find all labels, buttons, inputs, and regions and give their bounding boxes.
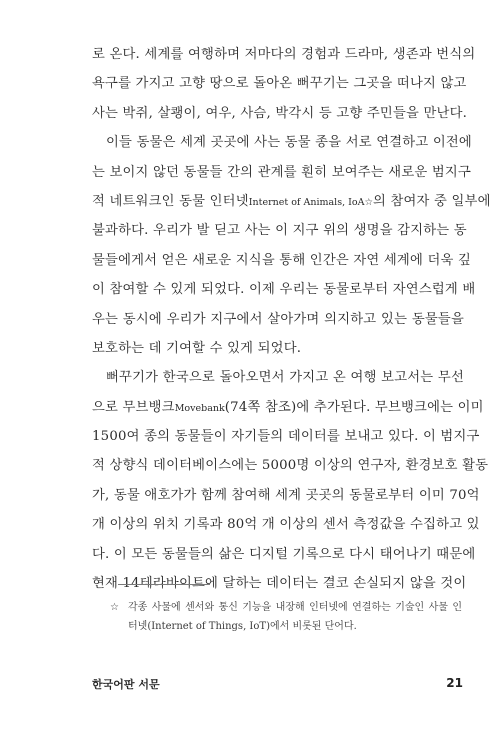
footnote-rule: [118, 584, 210, 585]
english-gloss: Internet of Animals, IoA☆: [248, 196, 373, 208]
text-line: 물들에게서 얻은 새로운 지식을 통해 인간은 자연 세계에 더욱 깊: [92, 252, 472, 268]
body-text: [92, 40, 491, 598]
text-segment: 적 네트워크인 동물 인터넷: [92, 193, 249, 209]
footnote-line: 터넷(Internet of Things, IoT)에서 비롯된 단어다.: [128, 621, 357, 632]
text-line: 가, 동물 애호가가 함께 참여해 세계 곳곳의 동물로부터 이미 70억: [92, 487, 480, 503]
footnote-text: 각종 사물에 센서와 통신 기능을 내장해 인터넷에 연결하는 기술인 사물 인: [128, 602, 462, 613]
running-title: 한국어판 서문: [92, 678, 160, 691]
text-line: 적 상향식 데이터베이스에는 5000명 이상의 연구자, 환경보호 활동: [92, 458, 489, 474]
text-segment: 으로 무브뱅크: [92, 399, 175, 415]
text-line: 우는 동시에 우리가 지구에서 살아가며 의지하고 있는 동물들을: [92, 311, 464, 327]
text-line: 1500여 종의 동물들이 자기들의 데이터를 보내고 있다. 이 범지구: [92, 429, 480, 445]
english-gloss: Movebank: [174, 402, 225, 414]
page-number: 21: [446, 676, 463, 690]
text-line: [92, 393, 484, 422]
text-line: 현재 14테라바이트에 달하는 데이터는 결코 손실되지 않을 것이: [92, 576, 467, 592]
text-line: 이 참여할 수 있게 되었다. 이제 우리는 동물로부터 자연스럽게 배: [92, 282, 476, 298]
text-line: 는 보이지 않던 동물들 간의 관계를 훤히 보여주는 새로운 범지구: [92, 164, 472, 180]
text-line: 이들 동물은 세계 곳곳에 사는 동물 종을 서로 연결하고 이전에: [106, 135, 472, 151]
text-line: 로 온다. 세계를 여행하며 저마다의 경험과 드라마, 생존과 번식의: [92, 47, 476, 62]
footnote-line: [110, 598, 462, 617]
text-line: 사는 박쥐, 살쾡이, 여우, 사슴, 박각시 등 고향 주민들을 만난다.: [92, 105, 468, 121]
text-line: 적 네트워크인 동물 인터넷Internet of Animals, IoA☆의 참여자 중 일부에: [92, 193, 491, 209]
text-line: 개 이상의 위치 기록과 80억 개 이상의 센서 측정값을 수집하고 있: [92, 517, 480, 533]
text-line: 불과하다. 우리가 발 딛고 사는 이 지구 위의 생명을 감지하는 동: [92, 223, 467, 239]
footnote: [110, 598, 462, 636]
text-line: 다. 이 모든 동물들의 삶은 디지털 기록으로 다시 태어나기 때문에: [92, 546, 476, 562]
text-segment: (74쪽 참조)에 추가된다. 무브뱅크에는 이미: [224, 399, 484, 415]
footnote-star-icon: ☆: [110, 602, 119, 613]
text-segment: 의 참여자 중 일부: [372, 193, 478, 209]
text-line: 욕구를 가지고 고향 땅으로 돌아온 뻐꾸기는 그곳을 떠나지 않고: [92, 76, 467, 92]
text-line: 보호하는 데 기여할 수 있게 되었다.: [92, 340, 302, 356]
text-line: 뻐꾸기가 한국으로 돌아오면서 가지고 온 여행 보고서는 무선: [106, 370, 464, 386]
